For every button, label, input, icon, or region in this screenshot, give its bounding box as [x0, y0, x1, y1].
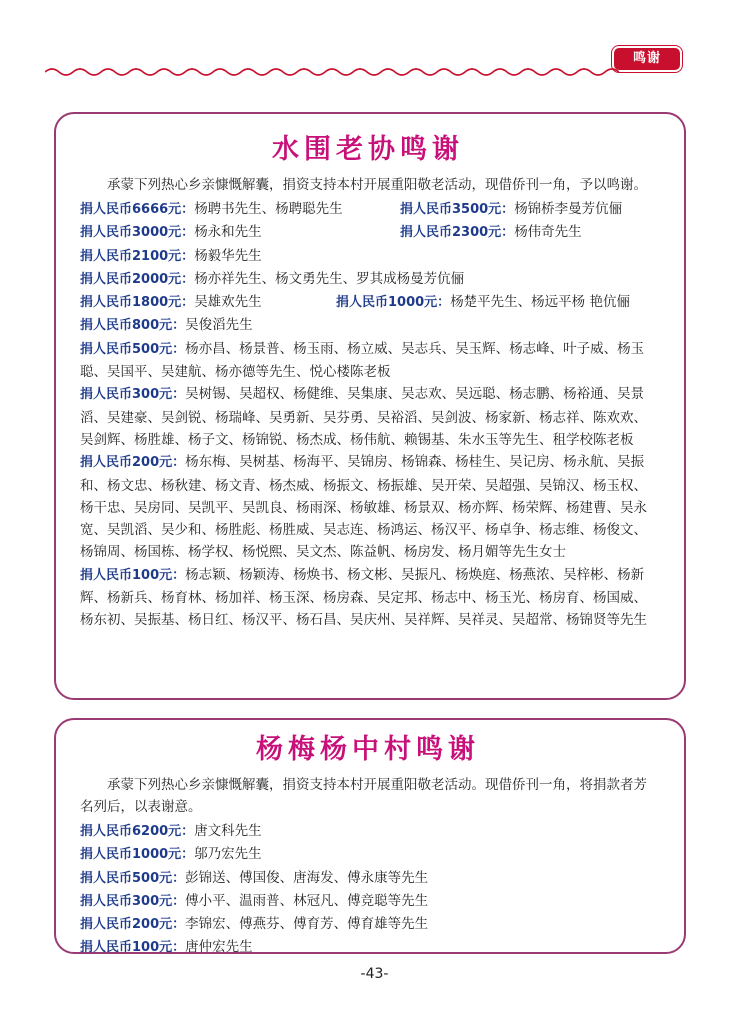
amount-label: 捐人民币200元： — [80, 917, 186, 933]
donor-row — [80, 221, 656, 244]
donor-row — [80, 383, 656, 451]
donor-names: 杨聘书先生、杨聘聪先生 — [194, 201, 343, 217]
thanks-box-yangmei — [54, 718, 686, 954]
donor-row — [80, 291, 656, 314]
amount-label: 捐人民币6666元： — [80, 202, 195, 217]
amount-label: 捐人民币1000元： — [80, 847, 195, 863]
donor-names: 唐仲宏先生 — [185, 939, 253, 956]
amount-label: 捐人民币1000元： — [336, 295, 451, 311]
donor-names: 杨锦桥李曼芳伉俪 — [514, 201, 623, 217]
amount-label: 捐人民币200元： — [80, 455, 186, 471]
donor-row — [80, 245, 656, 268]
amount-label: 捐人民币100元： — [80, 940, 186, 956]
amount-label: 捐人民币2300元： — [400, 225, 515, 241]
donor-names: 杨楚平先生、杨远平杨 艳伉俪 — [450, 294, 630, 311]
page-number: -43- — [360, 966, 389, 982]
section-tab: 鸣谢 — [614, 48, 680, 70]
amount-label: 捐人民币2100元： — [80, 248, 195, 264]
donor-row — [80, 564, 656, 632]
amount-label: 捐人民币100元： — [80, 567, 186, 583]
donor-row — [80, 268, 656, 291]
intro-text: 承蒙下列热心乡亲慷慨解囊，捐资支持本村开展重阳敬老活动，现借侨刊一角，予以鸣谢。 — [107, 177, 647, 193]
donor-names: 邬乃宏先生 — [194, 846, 262, 863]
donor-row — [80, 843, 656, 866]
donor-row — [80, 867, 656, 890]
donor-names: 唐文科先生 — [194, 823, 262, 839]
donor-row — [80, 338, 656, 384]
donor-names: 李锦宏、傅燕芬、傅育芳、傅育雄等先生 — [185, 916, 429, 933]
donor-names: 杨伟奇先生 — [514, 224, 582, 241]
section-title: 杨梅杨中村鸣谢 — [256, 734, 480, 765]
donor-row — [80, 198, 656, 221]
intro-text: 承蒙下列热心乡亲慷慨解囊，捐资支持本村开展重阳敬老活动。现借侨刊一角，将捐款者芳名列后，以表谢意。 — [80, 777, 647, 815]
donor-names: 杨亦祥先生、杨文勇先生、罗其成杨曼芳伉俪 — [194, 270, 465, 287]
amount-label: 捐人民币6200元： — [80, 824, 195, 839]
donor-row — [80, 820, 656, 843]
donor-row — [80, 936, 656, 959]
donor-row — [80, 451, 656, 563]
donor-names: 杨亦昌、杨景普、杨玉雨、杨立威、吴志兵、吴玉辉、杨志峰、叶子威、杨玉聪、吴国平、吴建航、杨亦德等先生、悦心楼陈老板 — [80, 340, 645, 381]
amount-label: 捐人民币300元： — [80, 893, 186, 909]
donor-names: 杨志颖、杨颖涛、杨焕书、杨文彬、吴振凡、杨焕庭、杨燕浓、吴梓彬、杨新辉、杨新兵、杨育林、杨加祥、杨玉深、杨房森、吴定邦、杨志中、杨玉光、杨房育、杨国威、杨东初、吴振基、杨日红、杨汉平、杨石昌、吴庆州、吴祥辉、吴祥灵、吴超常、杨锦贤等先生 — [80, 566, 647, 629]
donor-names: 吴俊滔先生 — [185, 317, 253, 334]
donor-names: 吴树锡、吴超权、杨健维、吴集康、吴志欢、吴远聪、杨志鹏、杨裕通、吴景滔、吴建豪、吴剑锐、杨瑞峰、吴勇新、吴芬勇、吴裕滔、吴剑波、杨家新、杨志祥、陈欢欢、吴剑辉、杨胜雄、杨子文、杨锦锐、杨杰成、杨伟航、赖锡基、朱水玉等先生、租学校陈老板 — [80, 386, 647, 448]
donor-names: 杨永和先生 — [194, 224, 262, 241]
amount-label: 捐人民币800元： — [80, 318, 186, 334]
donor-row — [80, 913, 656, 936]
section-title: 水围老协鸣谢 — [272, 134, 464, 165]
amount-label: 捐人民币500元： — [80, 870, 186, 886]
amount-label: 捐人民币3000元： — [80, 225, 195, 241]
donor-names: 杨东梅、吴树基、杨海平、吴锦房、杨锦森、杨桂生、吴记房、杨永航、吴振和、杨文忠、杨秋建、杨文青、杨杰威、杨振文、杨振雄、吴开荣、吴超强、吴锦汉、杨玉权、杨干忠、吴房同、吴凯平、吴凯良、杨雨深、杨敏雄、杨景双、杨亦辉、杨荣辉、杨建曹、吴永宽、吴凯滔、吴少和、杨胜彪、杨胜威、吴志连、杨鸿运、杨汉平、杨卓争、杨志维、杨俊文、杨锦周、杨国栋、杨学权、杨悦熙、吴文杰、陈益帆、杨房发、杨月媚等先生女士 — [80, 454, 647, 561]
donor-names: 傅小平、温雨普、林冠凡、傅竞聪等先生 — [185, 892, 429, 909]
amount-label: 捐人民币3500元： — [400, 202, 515, 217]
donor-names: 彭锦送、傅国俊、唐海发、傅永康等先生 — [185, 869, 429, 886]
amount-label: 捐人民币1800元： — [80, 295, 195, 311]
thanks-box-shuiwei — [54, 112, 686, 700]
donor-names: 杨毅华先生 — [194, 247, 262, 264]
donor-row — [80, 314, 656, 337]
donor-row — [80, 890, 656, 913]
donor-names: 吴雄欢先生 — [194, 294, 262, 311]
amount-label: 捐人民币2000元： — [80, 271, 195, 287]
amount-label: 捐人民币300元： — [80, 387, 186, 403]
amount-label: 捐人民币500元： — [80, 341, 186, 357]
decorative-wave-divider — [45, 66, 619, 78]
